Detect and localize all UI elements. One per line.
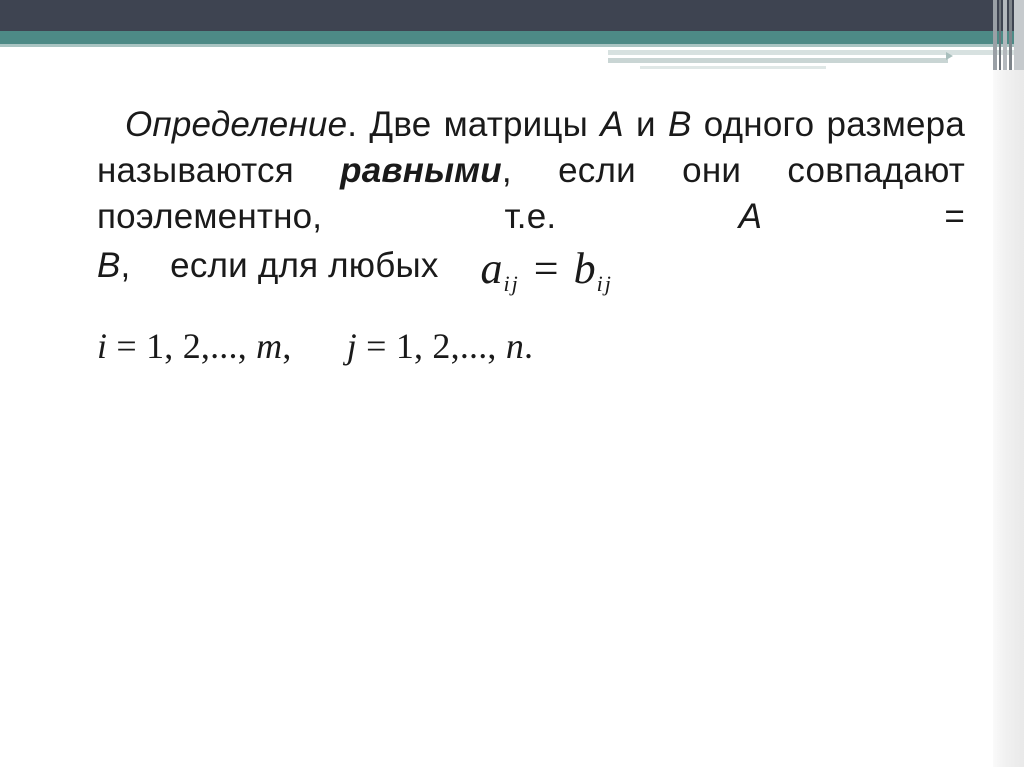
emphasis-term: равными [340, 151, 502, 190]
header-light-stripe [608, 58, 948, 63]
index-m: m [256, 326, 283, 366]
definition-text: . Две матрицы [347, 105, 601, 144]
equation-var-a: A [738, 197, 763, 236]
matrix-var-a: A [600, 105, 624, 144]
index-j-range: = 1, 2,..., [356, 326, 506, 366]
header-dark-band [0, 0, 1024, 31]
edge-shadow [993, 70, 1024, 767]
definition-text: и [623, 105, 668, 144]
index-j: j [346, 326, 357, 366]
matrix-var-b: B [668, 105, 692, 144]
header-light-stripe [640, 66, 826, 69]
formula-elementwise-equality [480, 244, 613, 296]
index-i: i [97, 326, 108, 366]
definition-paragraph [97, 102, 965, 301]
definition-text: , если они совпадают поэлементно, т.е. [97, 151, 966, 236]
formula-rhs: b [573, 244, 597, 293]
index-n: n [505, 326, 525, 366]
formula-index-ranges [97, 323, 965, 369]
header-arrow-icon [946, 52, 953, 60]
index-i-range: = 1, 2,..., [107, 326, 257, 366]
index-separator: , [282, 326, 347, 366]
formula-eq-sign: = [533, 244, 560, 293]
header-teal-band [0, 31, 1024, 44]
formula-rhs-subscript: ij [596, 271, 613, 296]
index-end: . [524, 326, 534, 366]
header-light-stripe [608, 50, 1024, 55]
equation-sign: = [762, 197, 965, 236]
definition-text: одного размера называются [97, 105, 966, 190]
formula-lhs-subscript: ij [503, 271, 520, 296]
definition-label: Определение [125, 105, 348, 144]
slide-content [97, 102, 965, 369]
header-teal-thin-band [0, 44, 1024, 47]
definition-text: , если для любых [120, 246, 439, 285]
equation-var-b: B [97, 246, 121, 285]
formula-lhs: a [480, 244, 504, 293]
